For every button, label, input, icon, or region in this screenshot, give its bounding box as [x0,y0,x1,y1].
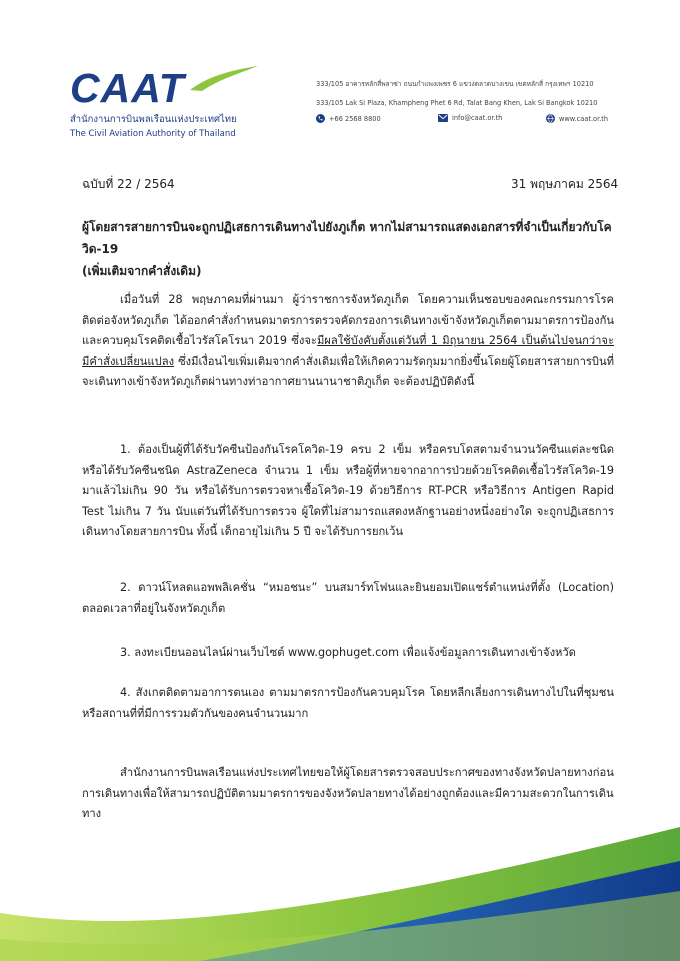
caat-logo [70,66,237,139]
intro-text-a: เมื่อวันที่ 28 พฤษภาคมที่ผ่านมา ผู้ว่าราชการจังหวัดภูเก็ต โดยความเห็นชอบของคณะกรรมการโรคติดต่อจังหวัดภูเก็ต ได้ออกคำสั่งกำหนดมาตรการตรวจคัดกรองการเดินทางเข้าจังหวัดภูเก็ตตามมาตรการป้องกันและควบคุมโรคติดเชื้อไวรัสโคโรนา 2019 ซึ่งจะ [82,293,614,347]
address-thai: 333/105 อาคารหลักสี่พลาซ่า ถนนกำแพงเพชร 6 แขวงตลาดบางเขน เขตหลักสี่ กรุงเทพฯ 10210 [316,80,594,88]
org-name-english: The Civil Aviation Authority of Thailand [70,129,236,139]
document-number: ฉบับที่ 22 / 2564 [82,177,175,191]
org-address [316,78,597,117]
document-date: 31 พฤษภาคม 2564 [511,177,619,191]
subject-line-1: ผู้โดยสารสายการบินจะถูกปฏิเสธการเดินทางไปยังภูเก็ต หากไม่สามารถแสดงเอกสารที่จำเป็นเกี่ยวกับโควิด-19 [82,220,612,256]
email-contact [438,114,502,122]
email-address[interactable]: info@caat.or.th [452,114,503,122]
phone-number: +66 2568 8800 [329,114,381,123]
effective-date-underlined: มีผลใช้บังคับตั้งแต่วันที่ 1 มิถุนายน 2564 เป็นต้นไปจนกว่าจะมีคำสั่งเปลี่ยนแปลง [82,334,614,368]
intro-text-b: ซึ่งมีเงื่อนไขเพิ่มเติมจากคำสั่งเดิมเพื่อให้เกิดความรัดกุมมากยิ่งขึ้นโดยผู้โดยสารสายการบินที่จะเดินทางเข้าจังหวัดภูเก็ตผ่านทางท่าอากาศยานนานาชาติภูเก็ต จะต้องปฏิบัติดังนี้ [82,354,614,388]
requirement-item-4: 4. สังเกตติดตามอาการตนเอง ตามมาตรการป้องกันควบคุมโรค โดยหลีกเลี่ยงการเดินทางไปในที่ชุมชน หรือสถานที่ที่มีการรวมตัวกันของคนจำนวนมาก [82,686,614,720]
requirement-item-3: 3. ลงทะเบียนออนไลน์ผ่านเว็บไซต์ www.gophuget.com เพื่อแจ้งข้อมูลการเดินทางเข้าจังหวัด [120,646,576,659]
address-english: 333/105 Lak Si Plaza, Khampheng Phet 6 Rd, Talat Bang Khen, Lak Si Bangkok 10210 [316,99,598,107]
globe-icon [546,114,555,123]
website-url[interactable]: www.caat.or.th [559,114,609,123]
phone-icon [316,114,325,123]
requirement-item-1: 1. ต้องเป็นผู้ที่ได้รับวัคซีนป้องกันโรคโควิด-19 ครบ 2 เข็ม หรือครบโดสตามจำนวนวัคซีนแต่ละชนิด หรือได้รับวัคซีนชนิด AstraZeneca จำนวน 1 เข็ม หรือผู้ที่หายจากอาการป่วยด้วยโรคติดเชื้อไวรัสโควิด-19 มาแล้วไม่เกิน 90 วัน หรือได้รับการตรวจหาเชื้อโควิด-19 ด้วยวิธีการ RT-PCR หรือวิธีการ Antigen Rapid Test ไม่เกิน 7 วัน นับแต่วันที่ได้รับการตรวจ ผู้ใดที่ไม่สามารถแสดงหลักฐานอย่างหนึ่งอย่างใด จะถูกปฏิเสธการเดินทางโดยสายการบิน ทั้งนี้ เด็กอายุไม่เกิน 5 ปี จะได้รับการยกเว้น [82,443,614,538]
footer-wave-decoration [0,821,680,961]
document-subject [82,216,612,282]
logo-swoosh-icon [188,64,260,92]
requirement-item-2: 2. ดาวน์โหลดแอพพลิเคชั่น “หมอชนะ” บนสมาร์ทโฟนและยินยอมเปิดแชร์ตำแหน่งที่ตั้ง (Location) ตลอดเวลาที่อยู่ในจังหวัดภูเก็ต [82,581,614,615]
intro-paragraph [82,290,614,393]
closing-paragraph: สำนักงานการบินพลเรือนแห่งประเทศไทยขอให้ผู้โดยสารตรวจสอบประกาศของทางจังหวัดปลายทางก่อนการเดินทางเพื่อให้สามารถปฏิบัติตามมาตรการของจังหวัดปลายทางได้อย่างถูกต้องและมีความสะดวกในการเดินทาง [82,766,614,820]
org-name-thai: สำนักงานการบินพลเรือนแห่งประเทศไทย [70,114,237,125]
email-icon [438,114,448,122]
subject-line-2: (เพิ่มเติมจากคำสั่งเดิม) [82,264,202,278]
website-contact [546,114,608,123]
phone-contact [316,114,381,123]
logo-wordmark: CAAT [70,65,185,111]
